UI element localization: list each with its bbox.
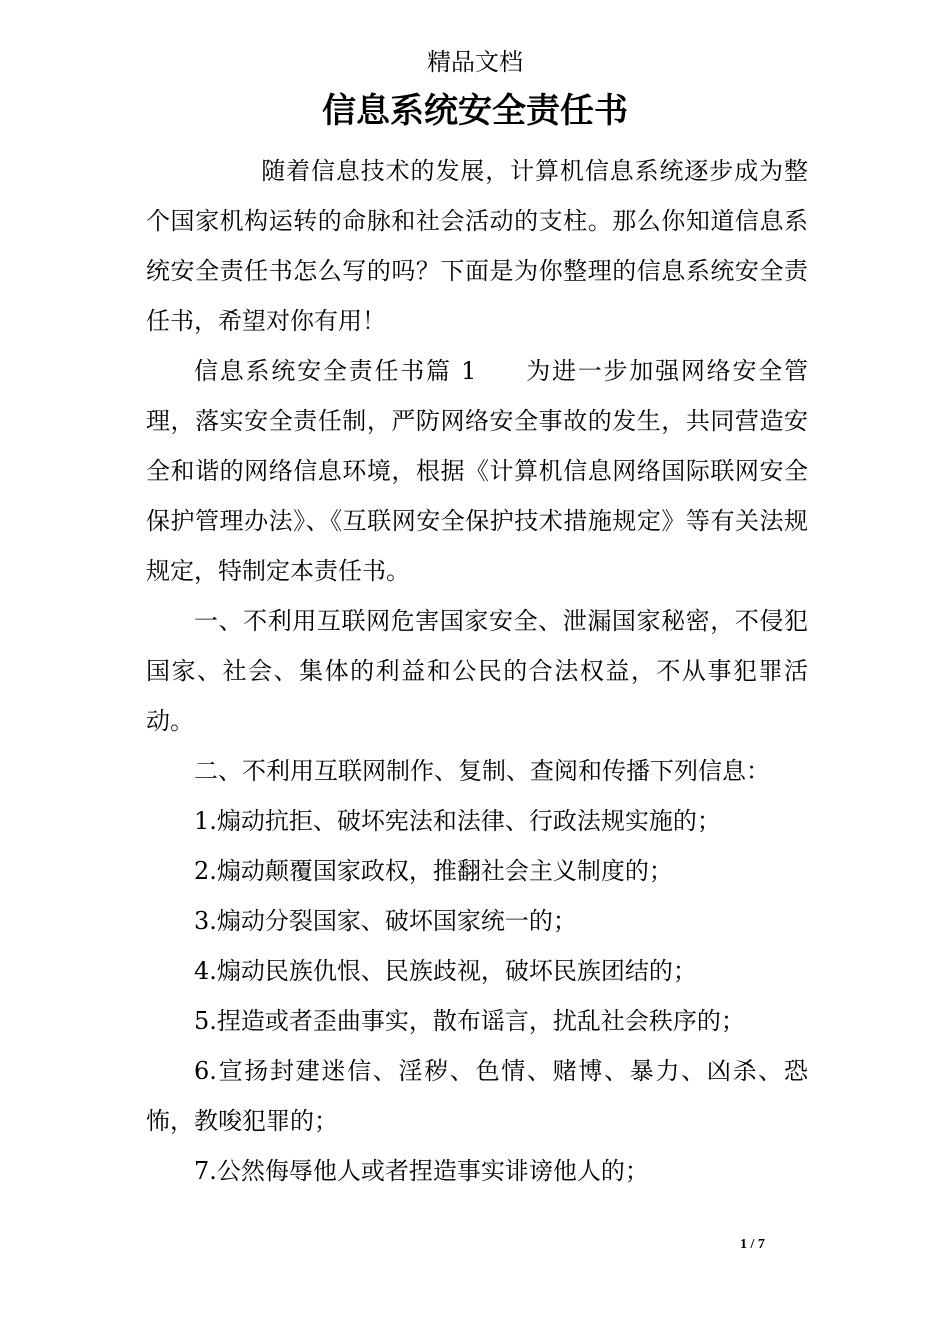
document-body [146,146,808,1196]
page-number: 1 / 7 [740,1237,765,1252]
page-header: 精品文档 [427,48,523,76]
clause-one: 一、不利用互联网危害国家安全、泄漏国家秘密，不侵犯国家、社会、集体的利益和公民的合法权益，不从事犯罪活动。 [146,607,808,735]
list-item-6: 6.宣扬封建迷信、淫秽、色情、赌博、暴力、凶杀、恐怖，教唆犯罪的； [146,1057,808,1135]
list-item-5: 5.捏造或者歪曲事实，散布谣言，扰乱社会秩序的； [194,1007,745,1035]
document-title: 信息系统安全责任书 [322,91,628,131]
list-item-1: 1.煽动抗拒、破坏宪法和法律、行政法规实施的； [194,807,721,835]
clause-two: 二、不利用互联网制作、复制、查阅和传播下列信息： [194,757,770,785]
intro-paragraph: 随着信息技术的发展，计算机信息系统逐步成为整个国家机构运转的命脉和社会活动的支柱。那么你知道信息系统安全责任书怎么写的吗？下面是为你整理的信息系统安全责任书，希望对你有用！ [146,157,808,335]
section-heading: 信息系统安全责任书篇 1 [194,357,477,385]
list-item-4: 4.煽动民族仇恨、民族歧视，破坏民族团结的； [194,957,697,985]
section-paragraph [146,346,808,596]
list-item-2: 2.煽动颠覆国家政权，推翻社会主义制度的； [194,857,673,885]
list-item-3: 3.煽动分裂国家、破坏国家统一的； [194,907,577,935]
list-item-7: 7.公然侮辱他人或者捏造事实诽谤他人的； [194,1157,649,1185]
section-text: 为进一步加强网络安全管理，落实安全责任制，严防网络安全事故的发生，共同营造安全和谐的网络信息环境，根据《计算机信息网络国际联网安全保护管理办法》、《互联网安全保护技术措施规定》等有关法规规定，特制定本责任书。 [146,357,808,585]
